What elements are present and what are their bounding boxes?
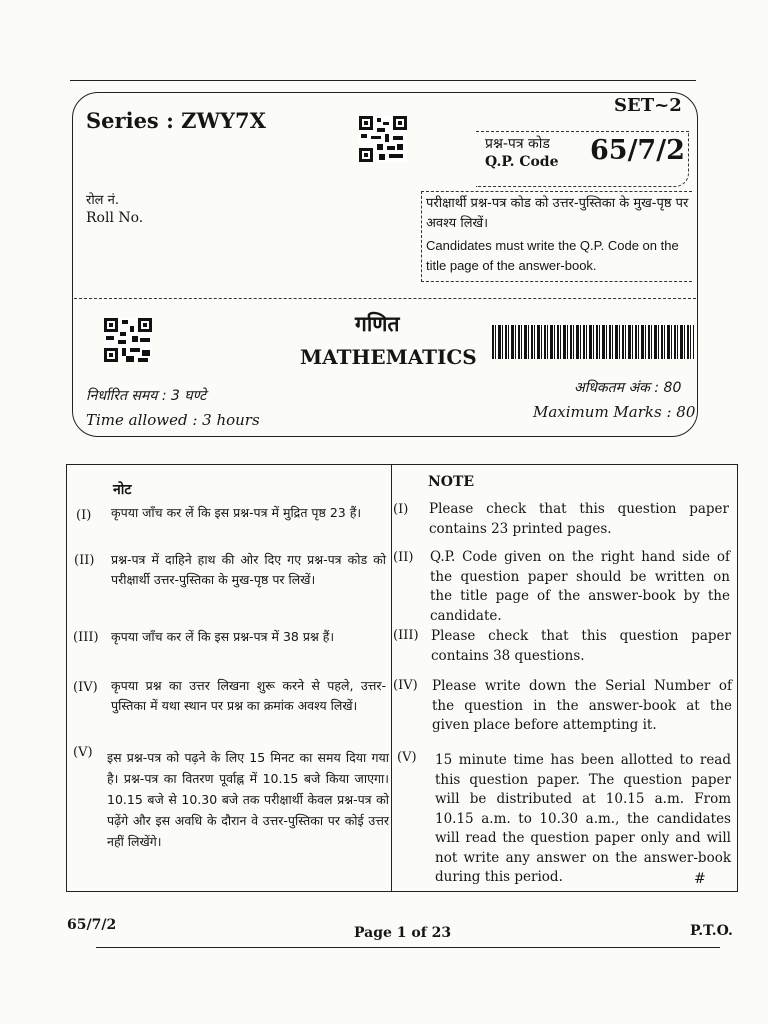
note-item-english: Please check that this question paper contains 38 questions.: [431, 628, 731, 664]
max-marks-hindi: अधिकतम अंक : 80: [574, 380, 682, 396]
max-marks: Maximum Marks : 80: [533, 403, 696, 421]
header-divider: [74, 298, 696, 299]
instruction-hindi: परीक्षार्थी प्रश्न-पत्र कोड को उत्तर-पुस्तिका के मुख-पृष्ठ पर अवश्य लिखें।: [426, 196, 689, 231]
note-heading: NOTE: [428, 474, 475, 490]
note-item-number: (IV): [73, 680, 98, 695]
qp-code-label: Q.P. Code: [485, 154, 559, 170]
note-item-number: (V): [73, 745, 93, 760]
note-item-hindi: प्रश्न-पत्र में दाहिने हाथ की ओर दिए गए प्रश्न-पत्र कोड को परीक्षार्थी उत्तर-पुस्तिका के मुख-पृष्ठ पर लिखें।: [111, 552, 386, 587]
pto-label: P.T.O.: [690, 923, 733, 939]
note-item-number: (II): [74, 553, 95, 568]
note-item-hindi: इस प्रश्न-पत्र को पढ़ने के लिए 15 मिनट का समय दिया गया है। प्रश्न-पत्र का वितरण पूर्वाह्न में 10.15 बजे किया जाएगा। 10.15 बजे से 10.30 बजे तक परीक्षार्थी केवल प्रश्न-पत्र को पढ़ेंगे और इस अवधि के दौरान वे उत्तर-पुस्तिका पर कोई उत्तर नहीं लिखेंगे।: [107, 750, 389, 849]
series-label: Series : ZWY7X: [86, 108, 266, 133]
instruction-english: Candidates must write the Q.P. Code on the title page of the answer-book.: [426, 238, 679, 273]
hash-mark: #: [694, 871, 706, 887]
qr-code-icon: [104, 318, 152, 362]
note-item-number: (III): [393, 628, 419, 643]
qp-code-value: 65/7/2: [590, 135, 685, 166]
set-label: SET~2: [614, 95, 682, 116]
roll-no-label: Roll No.: [86, 210, 144, 226]
footer-qp-code: 65/7/2: [67, 917, 117, 933]
note-item-english: Please check that this question paper contains 23 printed pages.: [429, 501, 729, 537]
note-item-english: Please write down the Serial Number of the question in the answer-book at the given place before attempting it.: [432, 678, 732, 733]
note-heading-hindi: नोट: [113, 482, 132, 498]
time-allowed-hindi: निर्धारित समय : 3 घण्टे: [86, 388, 207, 404]
subject-title-hindi: गणित: [355, 312, 400, 336]
footer-rule: [96, 947, 720, 948]
note-item-number: (I): [76, 508, 92, 523]
note-item-number: (V): [397, 750, 417, 765]
time-allowed: Time allowed : 3 hours: [86, 411, 260, 429]
note-item-hindi: कृपया जाँच कर लें कि इस प्रश्न-पत्र में मुद्रित पृष्ठ 23 हैं।: [111, 505, 362, 520]
note-item-number: (II): [393, 550, 414, 565]
qr-code-icon: [359, 116, 407, 162]
qp-code-label-hindi: प्रश्न-पत्र कोड: [485, 136, 550, 152]
note-column-divider: [391, 464, 392, 892]
note-item-number: (III): [73, 630, 99, 645]
note-item-english: 15 minute time has been allotted to read this question paper. The question paper will be distributed at 10.15 a.m. From 10.15 a.m. to 10.30 a.m., the candidates will read the question paper only and will not write any answer on the answer-book during this period.: [435, 752, 731, 885]
note-item-hindi: कृपया प्रश्न का उत्तर लिखना शुरू करने से पहले, उत्तर-पुस्तिका में यथा स्थान पर प्रश्न का क्रमांक अवश्य लिखें।: [111, 678, 386, 713]
page-number: Page 1 of 23: [354, 925, 452, 941]
barcode-icon: [492, 325, 694, 359]
subject-title: MATHEMATICS: [300, 345, 477, 369]
note-item-hindi: कृपया जाँच कर लें कि इस प्रश्न-पत्र में 38 प्रश्न हैं।: [111, 629, 335, 644]
note-item-number: (I): [393, 502, 409, 517]
roll-no-label-hindi: रोल नं.: [86, 193, 119, 208]
top-rule: [70, 80, 696, 81]
note-item-english: Q.P. Code given on the right hand side of the question paper should be written on the title page of the answer-book by the candidate.: [430, 549, 730, 624]
note-item-number: (IV): [393, 678, 418, 693]
